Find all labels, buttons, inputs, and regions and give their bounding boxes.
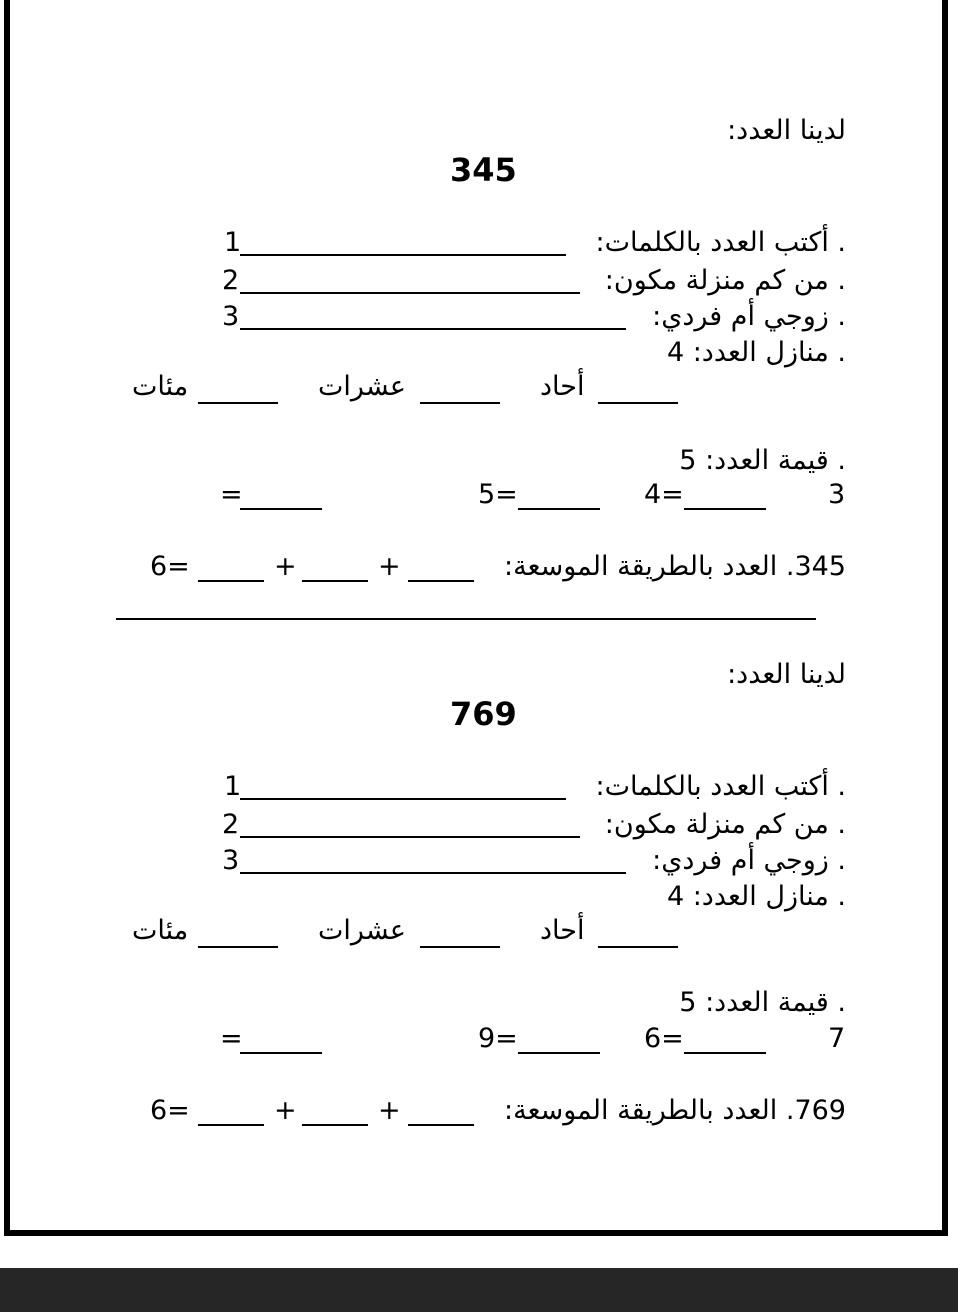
digit-ones: 5= xyxy=(478,479,518,510)
equals-sign: = xyxy=(220,479,243,510)
question-expanded-form: 769. العدد بالطريقة الموسعة: xyxy=(504,1095,846,1126)
answer-blank-expanded-1[interactable] xyxy=(408,1102,474,1126)
answer-blank-places[interactable] xyxy=(240,270,580,294)
section-divider xyxy=(116,618,816,620)
question-number-1: 1 xyxy=(224,771,242,802)
question-how-many-places: . من كم منزلة مكون: xyxy=(604,265,846,296)
question-place-values: . منازل العدد: 4 xyxy=(666,337,846,368)
answer-blank-tens[interactable] xyxy=(420,924,500,948)
question-write-in-words: . أكتب العدد بالكلمات: xyxy=(595,771,846,802)
given-number: 769 xyxy=(450,695,517,733)
question-number-2: 2 xyxy=(222,265,240,296)
question-number-2: 2 xyxy=(222,809,240,840)
answer-blank-expanded-3[interactable] xyxy=(198,1102,264,1126)
digit-tens: 4= xyxy=(644,479,684,510)
answer-blank-value-hundreds[interactable] xyxy=(684,486,766,510)
answer-blank-value-ones[interactable] xyxy=(240,1030,322,1054)
given-number: 345 xyxy=(450,151,517,189)
answer-blank-hundreds[interactable] xyxy=(198,924,278,948)
question-number-3: 3 xyxy=(222,301,240,332)
question-place-values: . منازل العدد: 4 xyxy=(666,881,846,912)
digit-tens: 6= xyxy=(644,1023,684,1054)
question-even-odd: . زوجي أم فردي: xyxy=(652,301,846,332)
question-digit-value: . قيمة العدد: 5 xyxy=(679,987,846,1018)
plus-sign: + xyxy=(378,1095,401,1126)
label-hundreds: مئات xyxy=(132,915,189,946)
answer-blank-even-odd[interactable] xyxy=(240,306,626,330)
intro-text: لدينا العدد: xyxy=(727,659,846,690)
digit-hundreds: 7 xyxy=(828,1023,846,1054)
label-tens: عشرات xyxy=(318,915,407,946)
question-number-6: 6= xyxy=(150,551,190,582)
label-tens: عشرات xyxy=(318,371,407,402)
answer-blank-value-hundreds[interactable] xyxy=(684,1030,766,1054)
question-write-in-words: . أكتب العدد بالكلمات: xyxy=(595,227,846,258)
answer-blank-expanded-1[interactable] xyxy=(408,558,474,582)
question-expanded-form: 345. العدد بالطريقة الموسعة: xyxy=(504,551,846,582)
question-even-odd: . زوجي أم فردي: xyxy=(652,845,846,876)
answer-blank-ones[interactable] xyxy=(598,380,678,404)
question-number-1: 1 xyxy=(224,227,242,258)
answer-blank-value-tens[interactable] xyxy=(518,1030,600,1054)
plus-sign: + xyxy=(274,1095,297,1126)
digit-hundreds: 3 xyxy=(828,479,846,510)
answer-blank-expanded-3[interactable] xyxy=(198,558,264,582)
equals-sign: = xyxy=(220,1023,243,1054)
answer-blank-value-ones[interactable] xyxy=(240,486,322,510)
answer-blank-expanded-2[interactable] xyxy=(302,558,368,582)
answer-blank-places[interactable] xyxy=(240,814,580,838)
question-number-6: 6= xyxy=(150,1095,190,1126)
label-ones: أحاد xyxy=(540,915,585,946)
plus-sign: + xyxy=(274,551,297,582)
intro-text: لدينا العدد: xyxy=(727,115,846,146)
answer-blank-even-odd[interactable] xyxy=(240,850,626,874)
digit-ones: 9= xyxy=(478,1023,518,1054)
plus-sign: + xyxy=(378,551,401,582)
answer-blank-words[interactable] xyxy=(240,232,566,256)
answer-blank-expanded-2[interactable] xyxy=(302,1102,368,1126)
answer-blank-words[interactable] xyxy=(240,776,566,800)
answer-blank-hundreds[interactable] xyxy=(198,380,278,404)
bottom-bar xyxy=(0,1268,958,1312)
answer-blank-ones[interactable] xyxy=(598,924,678,948)
answer-blank-tens[interactable] xyxy=(420,380,500,404)
question-number-3: 3 xyxy=(222,845,240,876)
question-how-many-places: . من كم منزلة مكون: xyxy=(604,809,846,840)
label-ones: أحاد xyxy=(540,371,585,402)
question-digit-value: . قيمة العدد: 5 xyxy=(679,445,846,476)
answer-blank-value-tens[interactable] xyxy=(518,486,600,510)
label-hundreds: مئات xyxy=(132,371,189,402)
